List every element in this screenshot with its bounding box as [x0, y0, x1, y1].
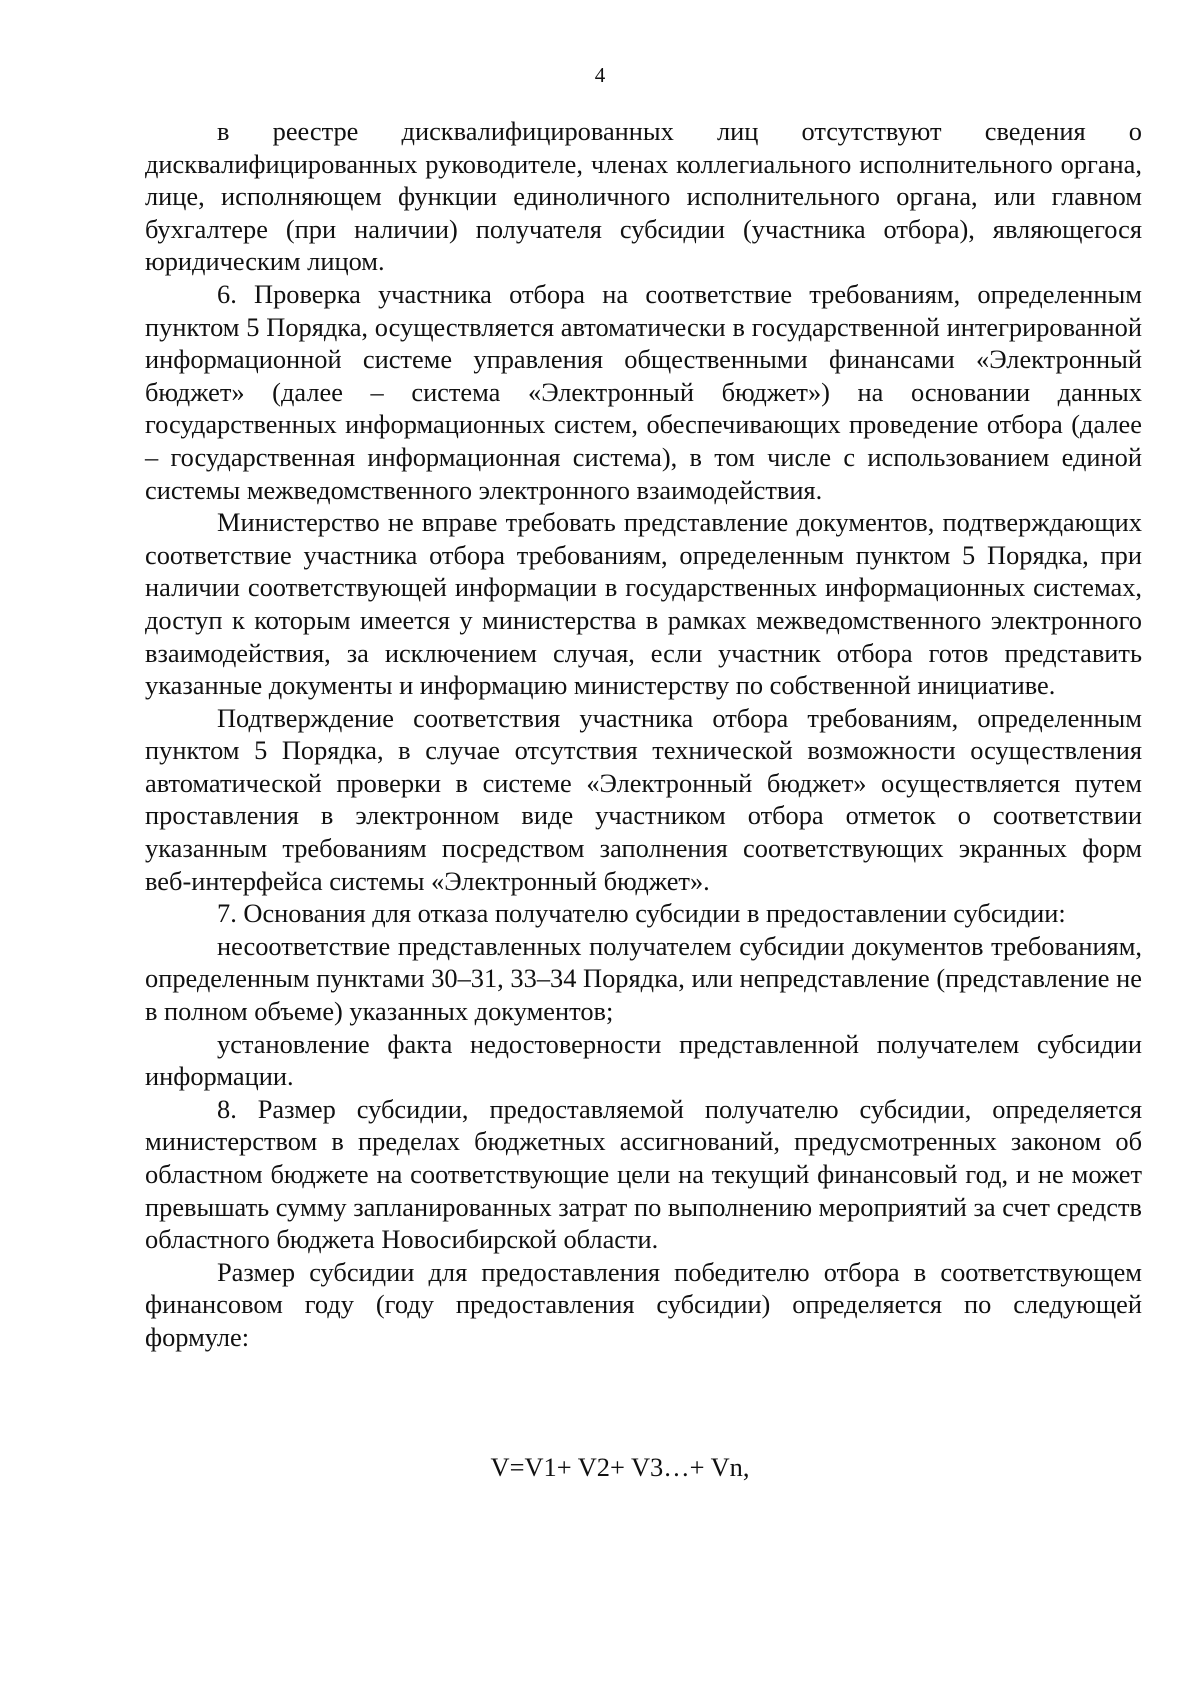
document-body: [145, 115, 1142, 1354]
paragraph-clause-8: 8. Размер субсидии, предоставляемой получателю субсидии, определяется министерством в пределах бюджетных ассигнований, предусмотренных законом об областном бюджете на соответствующие цели на текущий финансовый год, и не может превышать сумму запланированных затрат по выполнению мероприятий за счет средств областного бюджета Новосибирской области.: [145, 1093, 1142, 1255]
paragraph-disqualified-registry: в реестре дисквалифицированных лиц отсутствуют сведения о дисквалифицированных руководителе, членах коллегиального исполнительного органа, лице, исполняющем функции единоличного исполнительного органа, или главном бухгалтере (при наличии) получателя субсидии (участника отбора), являющегося юридическим лицом.: [145, 116, 1142, 277]
paragraph-clause-7: 7. Основания для отказа получателю субсидии в предоставлении субсидии:: [217, 898, 1066, 929]
paragraph-nonconformity: несоответствие представленных получателем субсидии документов требованиям, определенным пунктами 30–31, 33–34 Порядка, или непредставление (представление не в полном объеме) указанных документов;: [145, 930, 1142, 1027]
paragraph-false-information: установление факта недостоверности представленной получателем субсидии информации.: [145, 1028, 1142, 1092]
page-number: 4: [594, 63, 606, 87]
paragraph-confirmation: Подтверждение соответствия участника отбора требованиям, определенным пунктом 5 Порядка, в случае отсутствия технической возможности осуществления автоматической проверки в системе «Электронный бюджет» осуществляется путем проставления в электронном виде участником отбора отметок о соответствии указанным требованиям посредством заполнения соответствующих экранных форм веб-интерфейса системы «Электронный бюджет».: [145, 702, 1142, 896]
paragraph-ministry-documents: Министерство не вправе требовать представление документов, подтверждающих соответствие участника отбора требованиям, определенным пунктом 5 Порядка, при наличии соответствующей информации в государственных информационных системах, доступ к которым имеется у министерства в рамках межведомственного электронного взаимодействия, за исключением случая, если участник отбора готов представить указанные документы и информацию министерству по собственной инициативе.: [145, 507, 1142, 701]
subsidy-formula: V=V1+ V2+ V3…+ Vn,: [490, 1452, 750, 1482]
paragraph-formula-intro: Размер субсидии для предоставления победителю отбора в соответствующем финансовом году (году предоставления субсидии) определяется по следующей формуле:: [145, 1256, 1142, 1352]
paragraph-clause-6: 6. Проверка участника отбора на соответствие требованиям, определенным пунктом 5 Порядка, осуществляется автоматически в государственной интегрированной информационной системе управления общественными финансами «Электронный бюджет» (далее – система «Электронный бюджет») на основании данных государственных информационных систем, обеспечивающих проведение отбора (далее – государственная информационная система), в том числе с использованием единой системы межведомственного электронного взаимодействия.: [145, 278, 1142, 505]
